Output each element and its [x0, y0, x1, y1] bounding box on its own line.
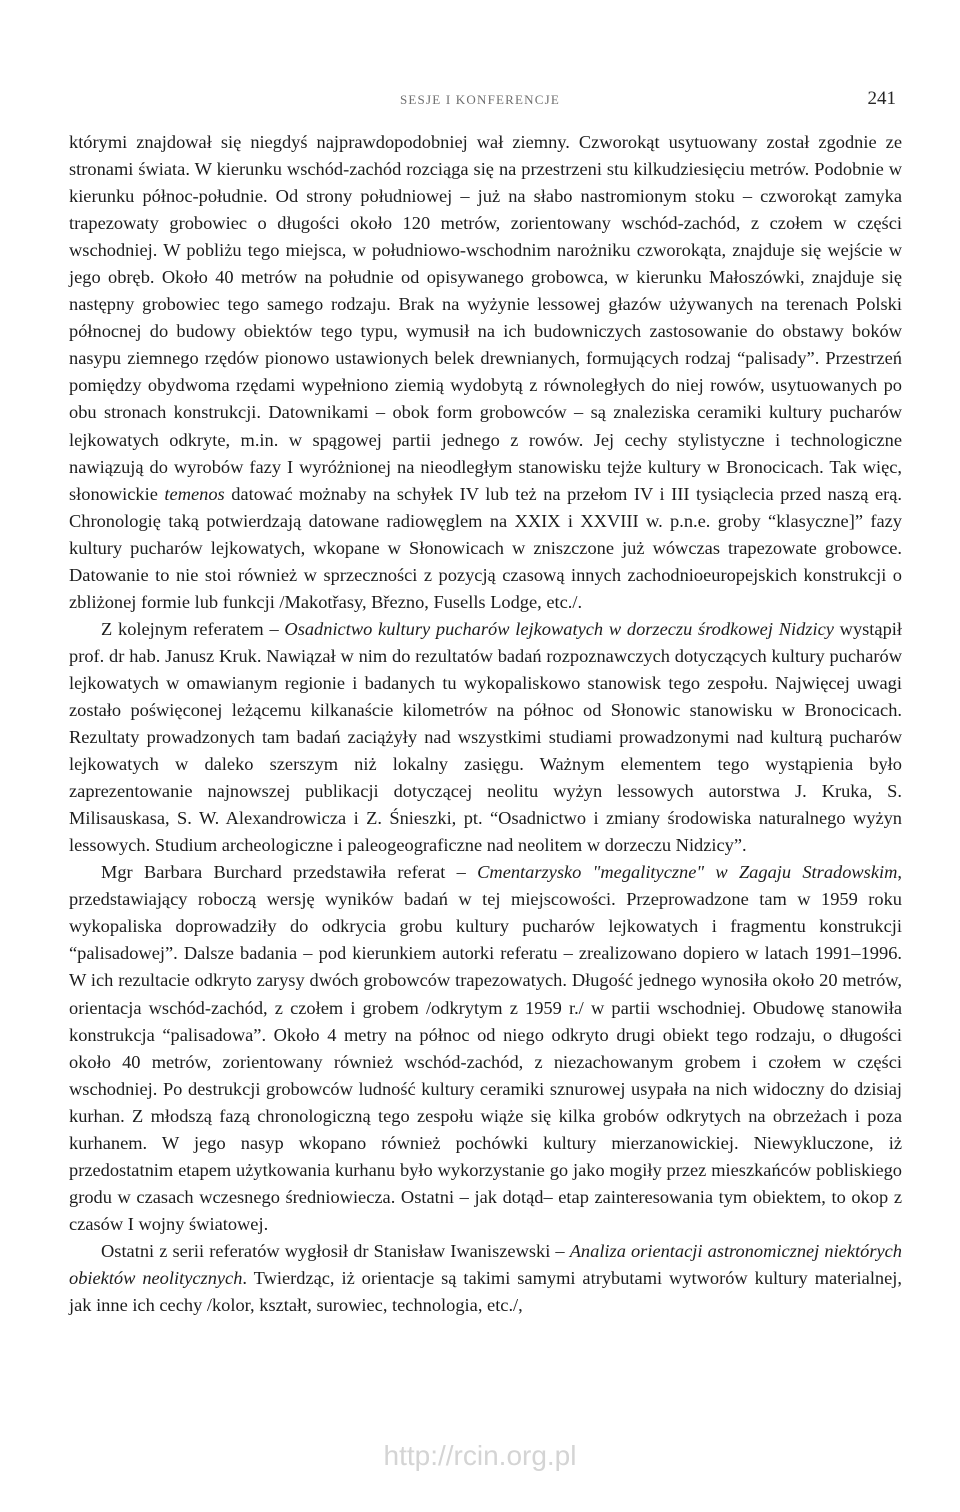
paragraph-text: Mgr Barbara Burchard przedstawiła referat –: [101, 862, 478, 883]
running-title: SESJE I KONFERENCJE: [399, 92, 561, 107]
paragraph: [69, 859, 902, 1238]
paragraph-text: wystąpił prof. dr hab. Janusz Kruk. Nawiązał w nim do rezultatów badań rozpoznawczych dotyczących kultury pucharów lejkowatych w omawianym regionie i badanych tu wykopaliskowo stanowisk tego zespołu. Najwięcej uwagi zostało poświęconej leżącemu kilkanaście kilometrów na północ od Słonowic stanowisku w Bronocicach. Rezultaty prowadzonych tam badań zaciążyły nad wszystkimi studiami prowadzonymi nad kulturą pucharów lejkowatych w daleko szerszym niż lokalny zasięgu. Ważnym elementem tego wystąpienia było zaprezentowanie najnowszej publikacji dotyczącej neolitu wyżyn lessowych autorstwa J. Kruka, S. Milisauskasa, S. W. Alexandrowicza i Z. Śnieszki, pt. “Osadnictwo i zmiany środowiska naturalnego wyżyn lessowych. Studium archeologiczne i paleogeograficzne nad neolitem w dorzeczu Nidzicy”.: [69, 618, 902, 856]
italic-title-text: Analiza orientacji astronomicznej niektórych obiektów neolitycznych: [69, 1240, 902, 1288]
paragraph: [69, 129, 902, 616]
body-text: [69, 129, 902, 1319]
paragraph: [69, 1238, 902, 1319]
paragraph: [69, 616, 902, 859]
italic-title-text: Cmentarzysko "megalityczne" w Zagaju Stradowskim: [477, 862, 898, 883]
paragraph-text: Ostatni z serii referatów wygłosił dr Stanisław Iwaniszewski –: [101, 1240, 570, 1261]
paragraph-text: , przedstawiający roboczą wersję wyników badań w tej miejscowości. Przeprowadzone tam w 1959 roku wykopaliska doprowadziły do odkrycia grobu kultury pucharów lejkowatych i fragmentu konstrukcji “palisadowej”. Dalsze badania – pod kierunkiem autorki referatu – zrealizowano dopiero w latach 1991–1996. W ich rezultacie odkryto zarysy dwóch grobowców trapezowatych. Długość jednego wynosiła około 20 metrów, orientacja wschód-zachód, z czołem i grobem /odkrytym z 1959 r./ w partii wschodniej. Obudowę stanowiła konstrukcja “palisadowa”. Około 4 metry na północ od niego odkryto drugi obiekt tego rodzaju, o długości około 40 metrów, zorientowany również wschód-zachód, z niezachowanym grobem i czołem w części wschodniej. Po destrukcji grobowców ludność kultury ceramiki sznurowej usypała na nich widoczny do dzisiaj kurhan. Z młodszą fazą chronologiczną tego zespołu wiąże się kilka grobów odkrytych na obrzeżach i poza kurhanem. W jego nasyp wkopano również pochówki kultury mierzanowickiej. Niewykluczone, iż przedostatnim etapem użytkowania kurhanu było wykorzystanie go jako mogiły przez mieszkańców pobliskiego grodu w czasach wczesnego średniowiecza. Ostatni – jak dotąd– etap zainteresowania tym obiektem, to okop z czasów I wojny światowej.: [69, 862, 902, 1234]
italic-title-text: temenos: [164, 483, 225, 504]
source-watermark: http://rcin.org.pl: [383, 1440, 577, 1471]
italic-title-text: Osadnictwo kultury pucharów lejkowatych w dorzeczu środkowej Nidzicy: [284, 618, 834, 639]
paragraph-text: . Twierdząc, iż orientacje są takimi samymi atrybutami wytworów kultury materialnej, jak inne ich cechy /kolor, kształt, surowiec, technologia, etc./,: [69, 1267, 903, 1316]
paragraph-text: którymi znajdował się niegdyś najprawdopodobniej wał ziemny. Czworokąt usytuowany został zgodnie ze stronami świata. W kierunku wschód-zachód rozciąga się na przestrzeni stu kilkudziesięciu metrów. Podobnie w kierunku północ-południe. Od strony południowej – już na słabo nastromionym stoku – czworokąt zamyka trapezowaty grobowiec o długości około 120 metrów, zorientowany wschód-zachód, z czołem w części wschodniej. W pobliżu tego miejsca, w południowo-wschodnim narożniku czworokąta, znajduje się wejście w jego obręb. Około 40 metrów na południe od opisywanego grobowca, w kierunku Małoszówki, znajduje się następny grobowiec tego samego rodzaju. Brak na wyżynie lessowej głazów używanych na terenach Polski północnej do budowy obiektów tego typu, wymusił na ich budowniczych zastosowanie do obstawy boków nasypu ziemnego rzędów pionowo ustawionych belek drewnianych, formujących rodzaj “palisady”. Przestrzeń pomiędzy obydwoma rzędami wypełniono ziemią wydobytą z równoległych do niej rowów, usytuowanych po obu stronach konstrukcji. Datownikami – obok form grobowców – są znaleziska ceramiki kultury pucharów lejkowatych odkryte, m.in. w spągowej partii jednego z rowów. Jej cechy stylistyczne i technologiczne nawiązują do wyrobów fazy I wyróżnionej na nieodległym stanowisku tejże kultury w Bronocicach. Tak więc, słonowickie: [69, 132, 902, 504]
page-number: 241: [867, 88, 896, 109]
running-head: [0, 88, 960, 112]
paragraph-text: datować możnaby na schyłek IV lub też na przełom IV i III tysiąclecia przed naszą erą. Chronologię taką potwierdzają datowane radiowęglem na XXIX i XXVIII w. p.n.e. groby “klasyczne]” fazy kultury pucharów lejkowatych, wkopane w Słonowicach w zniszczone już wówczas trapezowate grobowce. Datowanie to nie stoi również w sprzeczności z pozycją czasową innych zachodnioeuropejskich konstrukcji o zbliżonej formie lub funkcji /Makotřasy, Březno, Fusells Lodge, etc./.: [69, 483, 902, 612]
paragraph-text: Z kolejnym referatem –: [101, 618, 285, 639]
